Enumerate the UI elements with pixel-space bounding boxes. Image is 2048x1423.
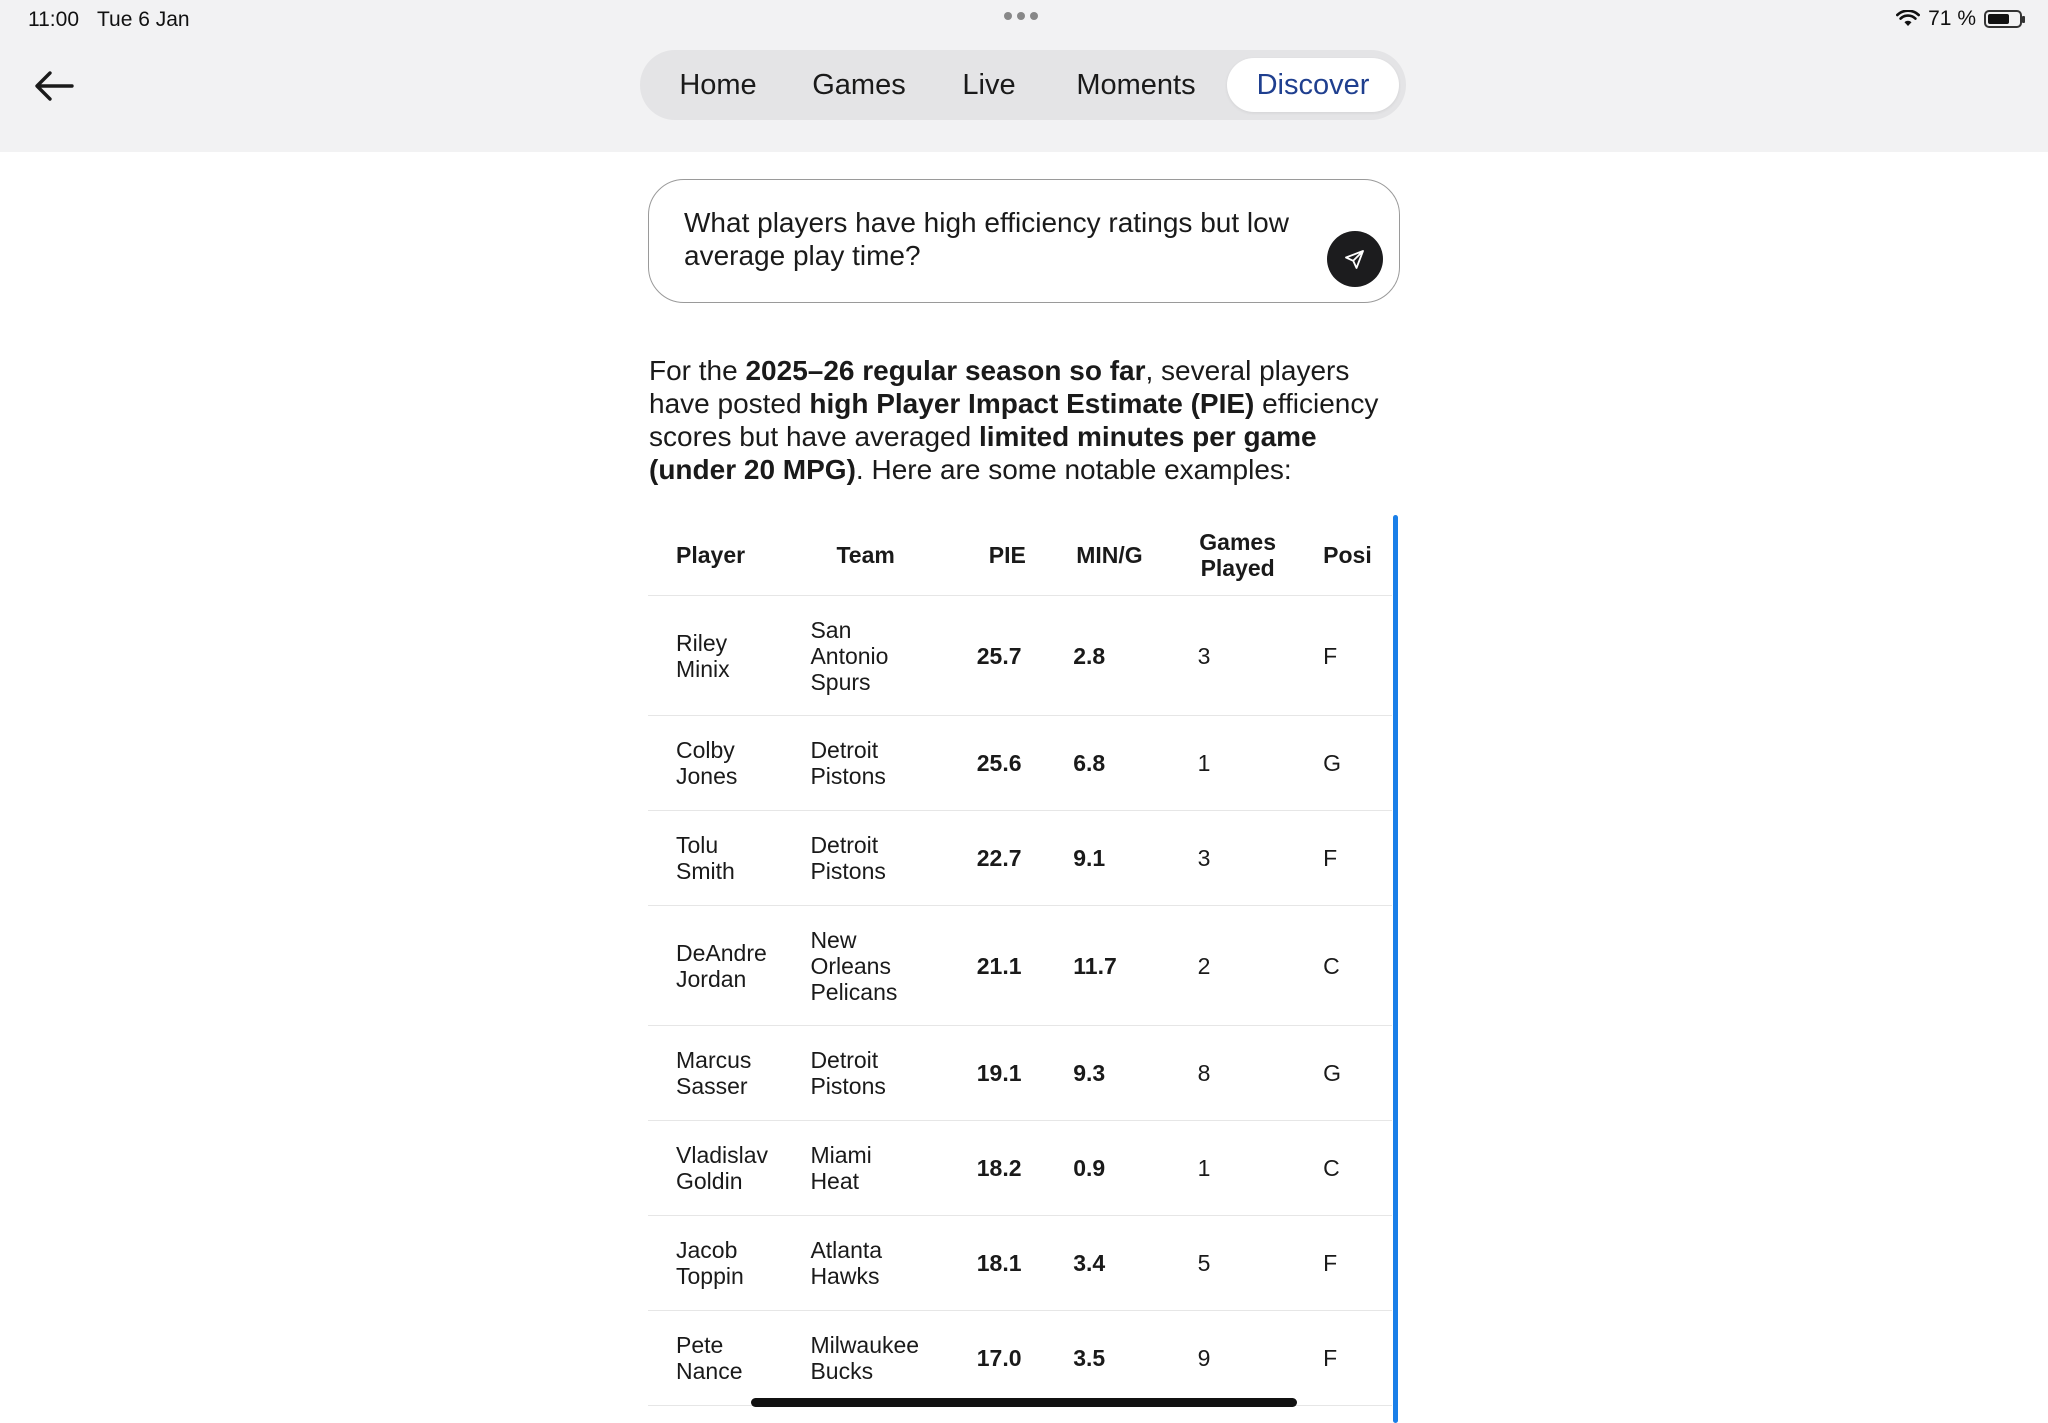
cell-min-per-game: 0.9 — [1073, 1121, 1197, 1216]
cell-games-played: 3 — [1198, 811, 1324, 906]
cell-position: C — [1323, 1121, 1392, 1216]
cell-pie: 22.7 — [974, 811, 1073, 906]
cell-player: Riley Minix — [648, 596, 810, 716]
table-row — [648, 1121, 1392, 1216]
cell-games-played: 1 — [1198, 1121, 1324, 1216]
cell-team: Detroit Pistons — [810, 716, 973, 811]
cell-position: C — [1323, 906, 1392, 1026]
cell-team: Atlanta Hawks — [810, 1216, 973, 1311]
cell-position: G — [1323, 716, 1392, 811]
results-table — [648, 515, 1392, 1406]
status-time — [28, 8, 190, 32]
cell-games-played: 8 — [1198, 1026, 1324, 1121]
cell-position: F — [1323, 811, 1392, 906]
cell-team: Milwaukee Bucks — [810, 1311, 973, 1406]
cell-games-played: 5 — [1198, 1216, 1324, 1311]
home-indicator[interactable] — [751, 1398, 1297, 1407]
battery-fill — [1988, 14, 2009, 24]
cell-min-per-game: 3.4 — [1073, 1216, 1197, 1311]
header-position: Posi — [1323, 515, 1392, 596]
cell-min-per-game: 6.8 — [1073, 716, 1197, 811]
cell-player: DeAndre Jordan — [648, 906, 810, 1026]
header-team: Team — [810, 515, 973, 596]
top-bar — [0, 0, 2048, 152]
wifi-icon — [1896, 10, 1920, 28]
cell-min-per-game: 3.5 — [1073, 1311, 1197, 1406]
cell-team: Detroit Pistons — [810, 811, 973, 906]
cell-games-played: 2 — [1198, 906, 1324, 1026]
table-row — [648, 811, 1392, 906]
status-right — [1896, 7, 2022, 31]
tab-discover[interactable]: Discover — [1227, 58, 1399, 112]
send-icon — [1343, 247, 1367, 271]
cell-pie: 25.6 — [974, 716, 1073, 811]
header-pie: PIE — [974, 515, 1073, 596]
results-table-container[interactable] — [648, 515, 1392, 1423]
cell-games-played: 1 — [1198, 716, 1324, 811]
query-box[interactable] — [648, 179, 1400, 303]
table-scrollbar[interactable] — [1393, 515, 1398, 1423]
cell-pie: 18.2 — [974, 1121, 1073, 1216]
cell-position: F — [1323, 596, 1392, 716]
cell-min-per-game: 2.8 — [1073, 596, 1197, 716]
answer-text: For the 2025–26 regular season so far, several players have posted high Player Impact Estimate (PIE) efficiency scores but have averaged limited minutes per game (under 20 MPG). Here are some notable examples: — [649, 355, 1379, 485]
cell-player: Vladislav Goldin — [648, 1121, 810, 1216]
cell-player: Pete Nance — [648, 1311, 810, 1406]
cell-games-played: 9 — [1198, 1311, 1324, 1406]
cell-pie: 19.1 — [974, 1026, 1073, 1121]
cell-position: F — [1323, 1311, 1392, 1406]
cell-team: San Antonio Spurs — [810, 596, 973, 716]
arrow-left-icon — [32, 68, 76, 104]
cell-player: Marcus Sasser — [648, 1026, 810, 1121]
query-input[interactable]: What players have high efficiency ratings but low average play time? — [684, 207, 1289, 271]
cell-team: New Orleans Pelicans — [810, 906, 973, 1026]
tab-games[interactable]: Games — [812, 69, 906, 101]
table-row — [648, 1216, 1392, 1311]
battery-percent: 71 % — [1928, 7, 1976, 30]
tab-home[interactable]: Home — [679, 69, 757, 101]
table-row — [648, 716, 1392, 811]
cell-team: Miami Heat — [810, 1121, 973, 1216]
cell-player: Jacob Toppin — [648, 1216, 810, 1311]
cell-pie: 25.7 — [974, 596, 1073, 716]
header-games-played: Games Played — [1198, 515, 1324, 596]
cell-player: Colby Jones — [648, 716, 810, 811]
battery-icon — [1984, 10, 2022, 28]
table-row — [648, 596, 1392, 716]
header-min: MIN/G — [1073, 515, 1197, 596]
status-clock: 11:00 — [28, 8, 79, 31]
header-player: Player — [648, 515, 810, 596]
cell-pie: 18.1 — [974, 1216, 1073, 1311]
back-button[interactable] — [28, 60, 80, 112]
tab-moments[interactable]: Moments — [1076, 69, 1196, 101]
send-button[interactable] — [1327, 231, 1383, 287]
cell-team: Detroit Pistons — [810, 1026, 973, 1121]
nav-tab-bar — [640, 50, 1406, 120]
cell-player: Tolu Smith — [648, 811, 810, 906]
cell-games-played: 3 — [1198, 596, 1324, 716]
cell-min-per-game: 9.3 — [1073, 1026, 1197, 1121]
cell-position: G — [1323, 1026, 1392, 1121]
table-row — [648, 1026, 1392, 1121]
cell-min-per-game: 11.7 — [1073, 906, 1197, 1026]
cell-min-per-game: 9.1 — [1073, 811, 1197, 906]
status-date: Tue 6 Jan — [97, 8, 190, 31]
cell-position: F — [1323, 1216, 1392, 1311]
multitasking-dots-icon[interactable] — [1004, 12, 1038, 20]
table-row — [648, 1311, 1392, 1406]
cell-pie: 17.0 — [974, 1311, 1073, 1406]
table-row — [648, 906, 1392, 1026]
tab-live[interactable]: Live — [962, 69, 1016, 101]
cell-pie: 21.1 — [974, 906, 1073, 1026]
table-header-row — [648, 515, 1392, 596]
